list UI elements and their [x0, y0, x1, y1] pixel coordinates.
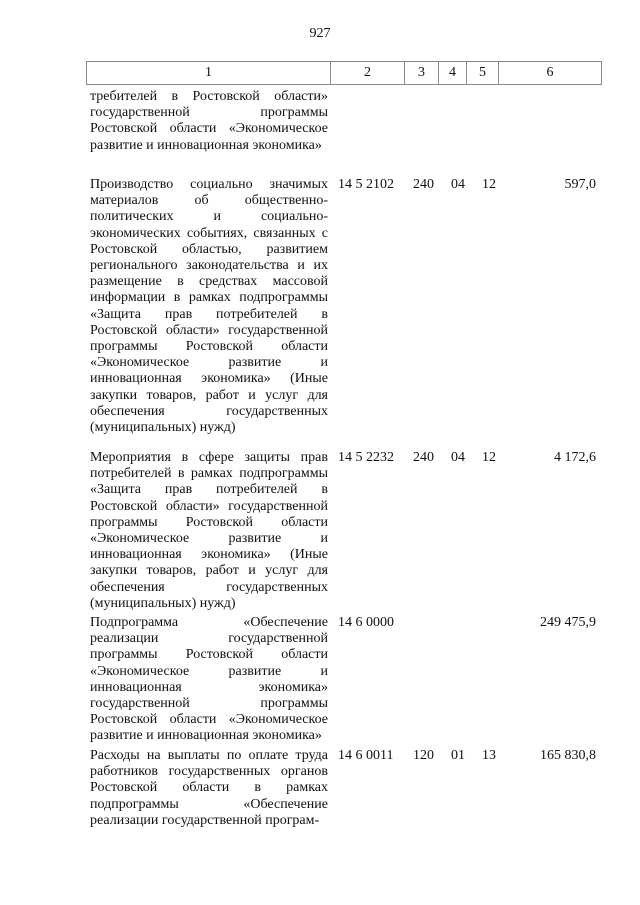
- row-expense-type: 120: [413, 748, 434, 763]
- row-description: Расходы на выплаты по оплате труда работников государственных органов Ростовской области в рамках подпрограммы «Обеспечение реализации государственной програм-: [90, 748, 328, 828]
- header-col-6: 6: [546, 65, 554, 80]
- row-expense-type: 240: [413, 450, 434, 465]
- row-amount: 165 830,8: [540, 748, 596, 763]
- row-description: Производство социально значимых материалов об общественно-политических и социально-экономических событиях, связанных с Ростовской областью, развитием регионального законодательства и их размещение в средствах массовой информации в рамках подпрограммы «Защита прав потребителей в Ростовской области» государственной программы Ростовской области «Экономическое развитие и инновационная экономика» (Иные закупки товаров, работ и услуг для обеспечения государственных (муниципальных) нужд): [90, 177, 328, 436]
- row-amount: 597,0: [564, 177, 596, 192]
- row-expense-type: 240: [413, 177, 434, 192]
- row-section: 04: [451, 450, 465, 465]
- row-code: 14 6 0000: [338, 615, 394, 630]
- header-col-3: 3: [405, 62, 439, 84]
- row-amount: 4 172,6: [554, 450, 596, 465]
- header-col-5: 5: [467, 62, 499, 84]
- row-subsection: 12: [482, 177, 496, 192]
- header-col-2: 2: [331, 62, 405, 84]
- row-code: 14 6 0011: [338, 748, 394, 763]
- row-subsection: 13: [482, 748, 496, 763]
- row-section: 04: [451, 177, 465, 192]
- page-number: 927: [309, 26, 331, 41]
- row-description: Подпрограмма «Обеспечение реализации государственной программы Ростовской области «Экономическое развитие и инновационная экономика» государственной программы Ростовской области «Экономическое развитие и инновационная экономика»: [90, 615, 328, 744]
- header-col-1: 1: [87, 62, 331, 84]
- row-code: 14 5 2232: [338, 450, 394, 465]
- table-header: [86, 61, 602, 85]
- row-section: 01: [451, 748, 465, 763]
- row-amount: 249 475,9: [540, 615, 596, 630]
- row-code: 14 5 2102: [338, 177, 394, 192]
- row-subsection: 12: [482, 450, 496, 465]
- row-description: требителей в Ростовской области» государственной программы Ростовской области «Экономическое развитие и инновационная экономика»: [90, 89, 328, 153]
- header-col-4: 4: [439, 62, 467, 84]
- row-description: Мероприятия в сфере защиты прав потребителей в рамках подпрограммы «Защита прав потребителей в Ростовской области» государственной программы Ростовской области «Экономическое развитие и инновационная экономика» (Иные закупки товаров, работ и услуг для обеспечения государственных (муниципальных) нужд): [90, 450, 328, 611]
